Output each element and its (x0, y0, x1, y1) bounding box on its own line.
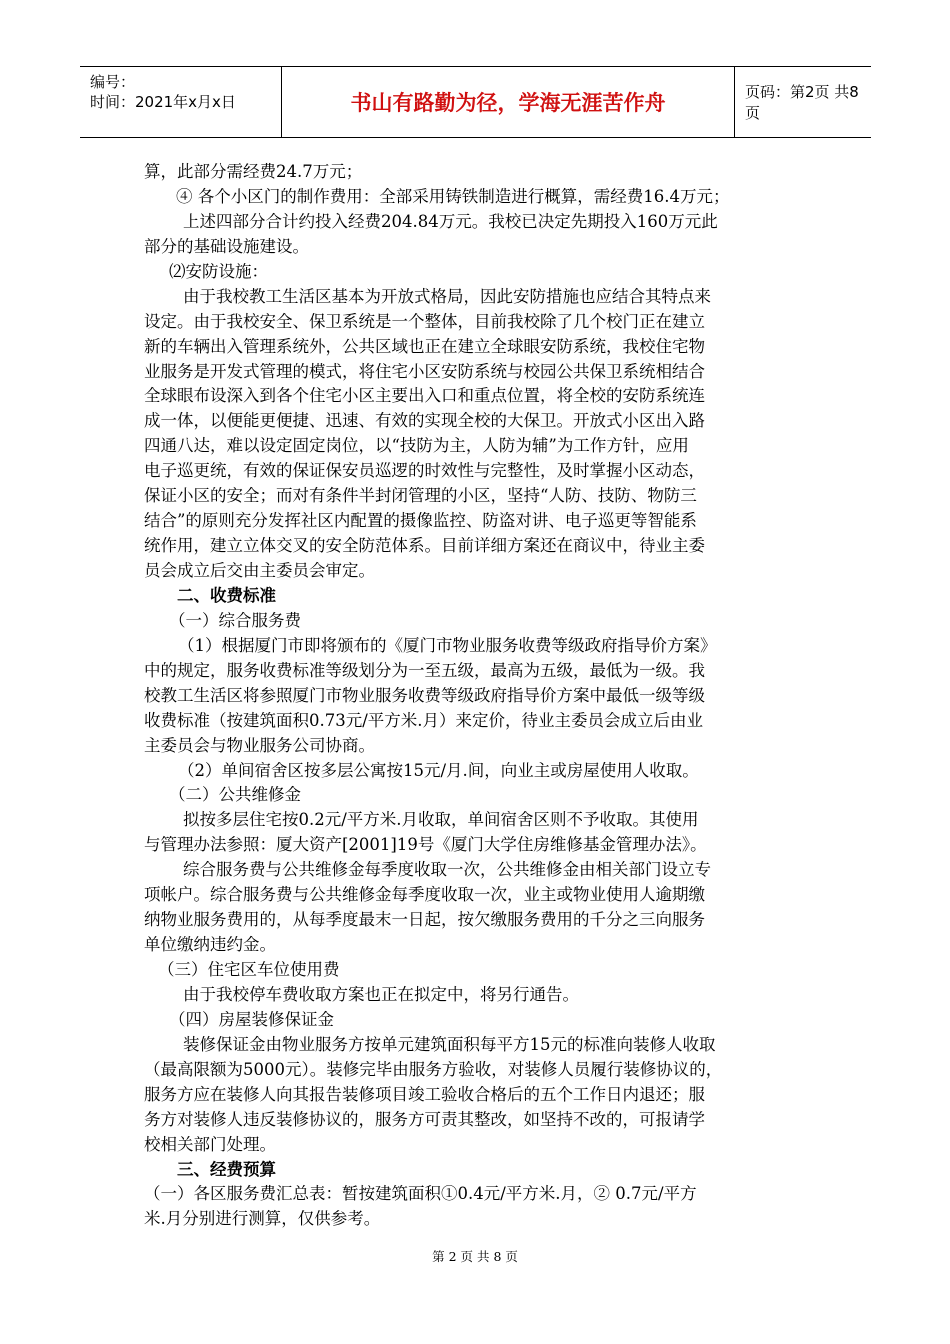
header-motto: 书山有路勤为径，学海无涯苦作舟 (282, 67, 735, 137)
text-line: 装修保证金由物业服务方按单元建筑面积每平方15元的标准向装修人收取 (183, 1034, 716, 1054)
text-line: 统作用，建立立体交叉的安全防范体系。目前详细方案还在商议中，待业主委 (144, 536, 705, 556)
text-line: 校教工生活区将参照厦门市物业服务收费等级政府指导价方案中最低一级等级 (144, 685, 705, 705)
text-line: 主委员会与物业服务公司协商。 (144, 735, 375, 755)
header-page-info: 页码：第2页 共8页 (745, 83, 859, 122)
header-meta (80, 67, 282, 137)
text-line: 务方对装修人违反装修协议的，服务方可责其整改，如坚持不改的，可报请学 (144, 1109, 705, 1129)
text-line: 综合服务费与公共维修金每季度收取一次，公共维修金由相关部门设立专 (183, 860, 711, 880)
text-line: 拟按多层住宅按0.2元/平方米.月收取，单间宿舍区则不予收取。其使用 (183, 810, 699, 830)
subsection-heading: （三）住宅区车位使用费 (158, 960, 340, 979)
text-line: 算，此部分需经费24.7万元； (144, 162, 363, 181)
text-line: 由于我校教工生活区基本为开放式格局，因此安防措施也应结合其特点来 (183, 286, 711, 306)
text-line: 上述四部分合计约投入经费204.84万元。我校已决定先期投入160万元此 (183, 211, 718, 231)
text-line: （一）各区服务费汇总表：暂按建筑面积①0.4元/平方米.月，② 0.7元/平方 (144, 1184, 697, 1204)
section-heading: 三、经费预算 (177, 1159, 276, 1179)
number-label: 编号： (90, 73, 136, 91)
text-line: 米.月分别进行测算，仅供参考。 (144, 1209, 381, 1229)
text-line: 员会成立后交由主委员会审定。 (144, 561, 375, 580)
text-line: ⑵安防设施： (169, 261, 268, 281)
document-body (144, 160, 816, 1232)
text-line: 服务方应在装修人向其报告装修项目竣工验收合格后的五个工作日内退还；服 (144, 1084, 705, 1104)
text-line: 业服务是开发式管理的模式，将住宅小区安防系统与校园公共保卫系统相结合 (144, 361, 705, 381)
text-line: 与管理办法参照：厦大资产[2001]19号《厦门大学住房维修基金管理办法》。 (144, 835, 707, 855)
text-line: 校相关部门处理。 (144, 1134, 276, 1154)
subsection-heading: （一）综合服务费 (169, 610, 301, 630)
text-line: 新的车辆出入管理系统外，公共区域也正在建立全球眼安防系统，我校住宅物 (144, 336, 705, 356)
text-line: （最高限额为5000元）。装修完毕由服务方验收，对装修人员履行装修协议的， (144, 1059, 723, 1079)
section-heading: 二、收费标准 (177, 585, 276, 605)
subsection-heading: （二）公共维修金 (169, 785, 301, 805)
text-line: 部分的基础设施建设。 (144, 236, 309, 256)
text-line: 电子巡更统，有效的保证保安员巡逻的时效性与完整性，及时掌握小区动态， (144, 461, 705, 481)
text-line: 成一体，以便能更便捷、迅速、有效的实现全校的大保卫。开放式小区出入路 (144, 411, 705, 431)
subsection-heading: （四）房屋装修保证金 (169, 1009, 334, 1029)
text-line: 项帐户。综合服务费与公共维修金每季度收取一次，业主或物业使用人逾期缴 (144, 885, 705, 905)
page-header (80, 66, 871, 138)
text-line: 全球眼布设深入到各个住宅小区主要出入口和重点位置，将全校的安防系统连 (144, 386, 705, 406)
text-line: 纳物业服务费用的，从每季度最末一日起，按欠缴服务费用的千分之三向服务 (144, 910, 705, 930)
text-line: 收费标准（按建筑面积0.73元/平方米.月）来定价，待业主委员会成立后由业 (144, 710, 704, 730)
page-footer: 第 2 页 共 8 页 (432, 1249, 518, 1264)
text-line: 设定。由于我校安全、保卫系统是一个整体，目前我校除了几个校门正在建立 (144, 311, 705, 331)
text-line: 单位缴纳违约金。 (144, 935, 276, 955)
time-label: 时间：2021年x月x日 (90, 93, 236, 111)
text-line: 四通八达，难以设定固定岗位，以“技防为主，人防为辅”为工作方针，应用 (144, 436, 689, 456)
text-line: 结合”的原则充分发挥社区内配置的摄像监控、防盗对讲、电子巡更等智能系 (144, 511, 697, 531)
text-line: （2）单间宿舍区按多层公寓按15元/月.间，向业主或房屋使用人收取。 (178, 760, 699, 780)
text-line: ④ 各个小区门的制作费用：全部采用铸铁制造进行概算，需经费16.4万元； (176, 186, 730, 206)
text-line: 保证小区的安全；而对有条件半封闭管理的小区，坚持“人防、技防、物防三 (144, 486, 697, 506)
text-line: 由于我校停车费收取方案也正在拟定中，将另行通告。 (183, 984, 579, 1004)
text-line: 中的规定，服务收费标准等级划分为一至五级，最高为五级，最低为一级。我 (144, 660, 705, 680)
text-line: （1）根据厦门市即将颁布的《厦门市物业服务收费等级政府指导价方案》 (178, 635, 717, 655)
